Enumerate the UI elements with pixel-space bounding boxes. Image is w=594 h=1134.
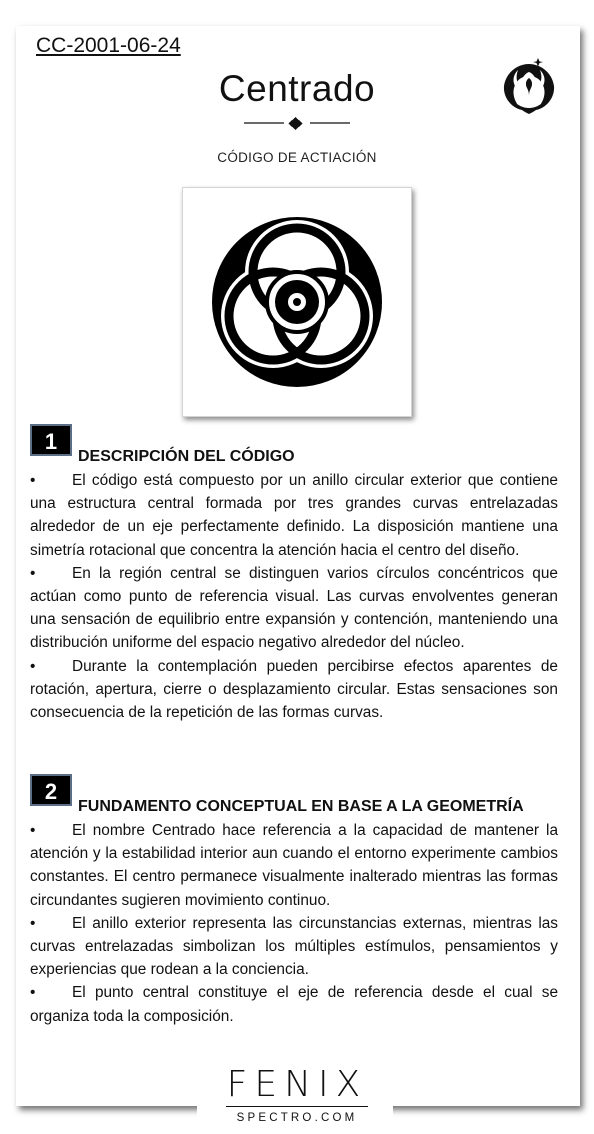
centrado-symbol [183, 188, 411, 416]
section-body [30, 819, 558, 1028]
section-body [30, 469, 558, 724]
bullet-icon: • [30, 914, 36, 932]
bullet-icon: • [30, 822, 36, 839]
bullet-icon: • [30, 564, 36, 582]
code-id: CC-2001-06-24 [36, 34, 181, 57]
section-heading: FUNDAMENTO CONCEPTUAL EN BASE A LA GEOMETRÍA [78, 798, 524, 815]
diamond-ornament-icon [244, 113, 350, 133]
bullet-icon: • [30, 657, 36, 675]
brand-logo-text: FENIX [226, 1064, 368, 1105]
bullet-icon: • [30, 984, 36, 1002]
list-item: • El punto central constituye el eje de referencia desde el cual se organiza toda la composición. [30, 981, 558, 1027]
page-title: Centrado [218, 68, 376, 109]
section-heading: DESCRIPCIÓN DEL CÓDIGO [78, 448, 295, 465]
list-item: • El anillo exterior representa las circunstancias externas, mientras las curvas entrelazadas simbolizan los múltiples estímulos, pensamientos y experiencias que rodean a la conciencia. [30, 912, 558, 982]
list-item: • El código está compuesto por un anillo circular exterior que contiene una estructura central formada por tres grandes curvas entrelazadas alrededor de un eje perfectamente definido. La disposición mantiene una simetría rotacional que concentra la atención hacia el centro del diseño. [30, 469, 558, 562]
section-number-badge: 1 [30, 424, 72, 456]
page-subtitle: CÓDIGO DE ACTIACIÓN [217, 150, 377, 165]
bullet-icon: • [30, 472, 36, 489]
brand-divider [226, 1106, 368, 1107]
list-item: • El nombre Centrado hace referencia a la capacidad de mantener la atención y la estabilidad interior aun cuando el entorno experimente cambios constantes. El centro permanece visualmente inalterado mientras las formas circundantes sugieren movimiento continuo. [30, 819, 558, 912]
list-item: • En la región central se distinguen varios círculos concéntricos que actúan como punto de referencia visual. Las curvas envolventes generan una sensación de equilibrio entre expansión y contención, manteniendo una distribución uniforme del espacio negativo alrededor del núcleo. [30, 562, 558, 655]
section-number-badge: 2 [30, 774, 72, 806]
symbol-image [182, 187, 412, 417]
brand-website: SPECTRO.COM [236, 1112, 358, 1124]
list-item: • Durante la contemplación pueden percibirse efectos aparentes de rotación, apertura, cierre o desplazamiento circular. Estas sensaciones son consecuencia de la repetición de las formas curvas. [30, 655, 558, 725]
